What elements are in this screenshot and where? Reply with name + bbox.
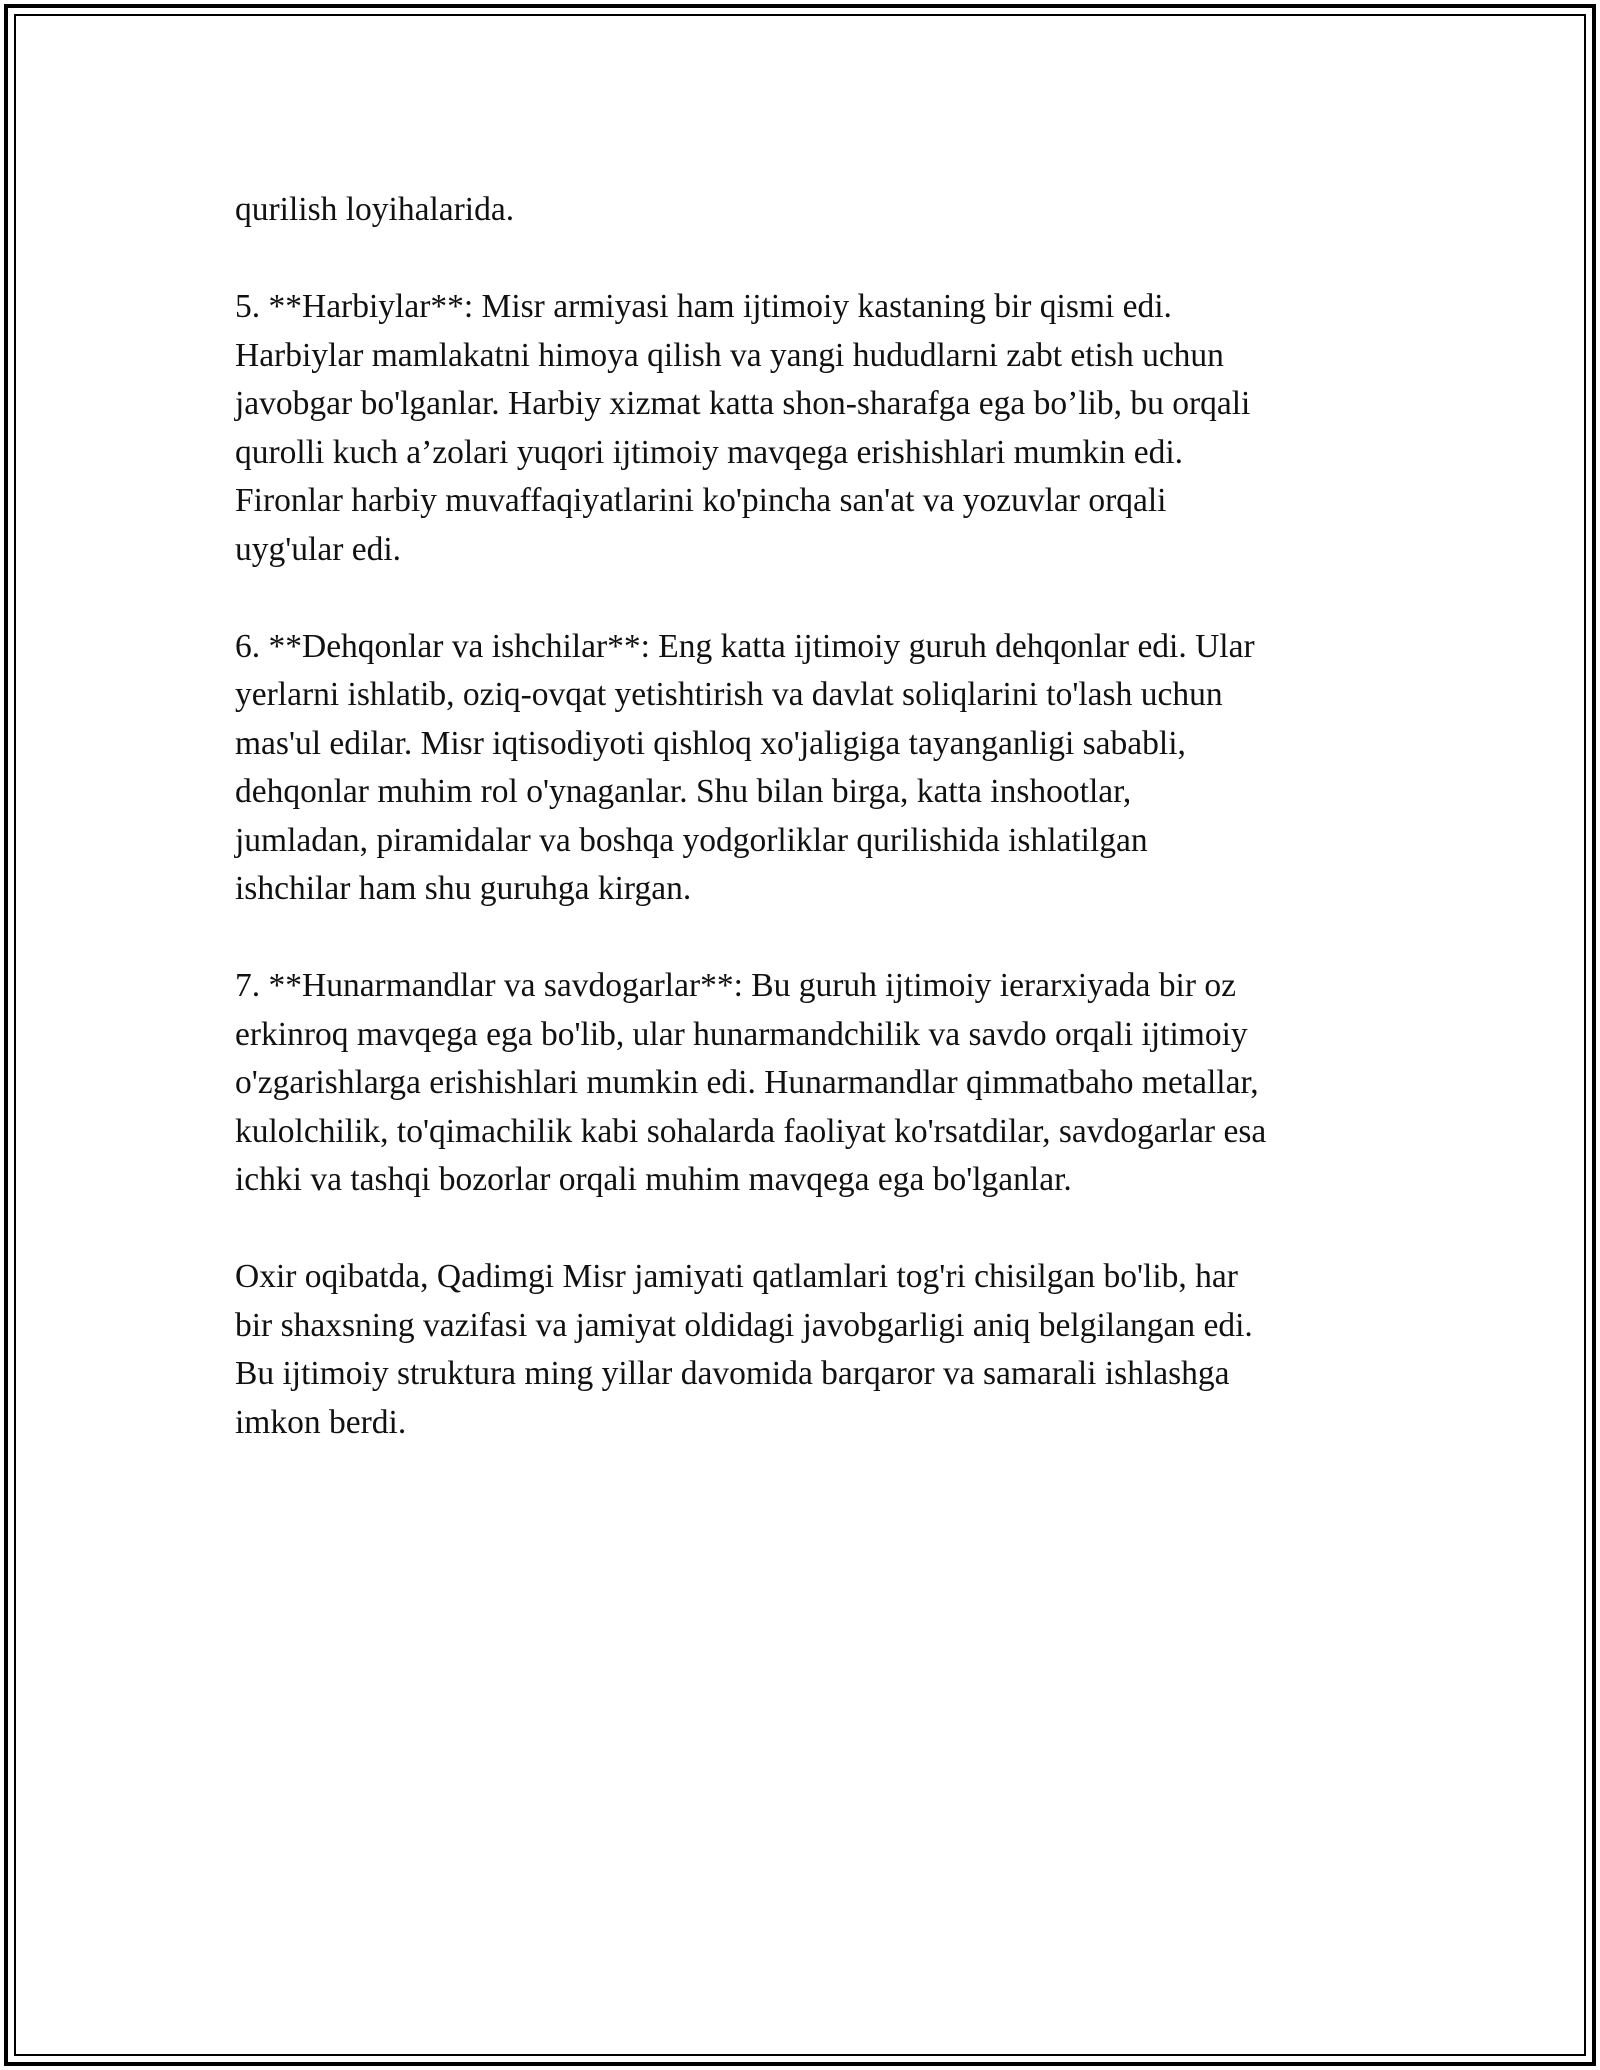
paragraph-conclusion: Oxir oqibatda, Qadimgi Misr jamiyati qatlamlari tog'ri chisilgan bo'lib, har bir shaxsning vazifasi va jamiyat oldidagi javobgarligi aniq belgilangan edi. Bu ijtimoiy struktura ming yillar davomida barqaror va samarali ishlashga imkon berdi.	[235, 1258, 1253, 1441]
paragraph-harbiylar: 5. **Harbiylar**: Misr armiyasi ham ijtimoiy kastaning bir qismi edi. Harbiylar mamlakatni himoya qilish va yangi hududlarni zabt etish uchun javobgar bo'lganlar. Harbiy xizmat katta shon-sharafga ega bo’lib, bu orqali qurolli kuch a’zolari yuqori ijtimoiy mavqega erishishlari mumkin edi. Fironlar harbiy muvaffaqiyatlarini ko'pincha san'at va yozuvlar orqali uyg'ular edi.	[235, 288, 1251, 568]
paragraph-continuation: qurilish loyihalarida.	[235, 191, 515, 228]
document-body	[235, 186, 1385, 1496]
paragraph-dehqonlar: 6. **Dehqonlar va ishchilar**: Eng katta ijtimoiy guruh dehqonlar edi. Ular yerlarni ishlatib, oziq-ovqat yetishtirish va davlat soliqlarini to'lash uchun mas'ul edilar. Misr iqtisodiyoti qishloq xo'jaligiga tayanganligi sababli, dehqonlar muhim rol o'ynaganlar. Shu bilan birga, katta inshootlar, jumladan, piramidalar va boshqa yodgorliklar qurilishida ishlatilgan ishchilar ham shu guruhga kirgan.	[235, 627, 1255, 907]
paragraph-hunarmandlar: 7. **Hunarmandlar va savdogarlar**: Bu guruh ijtimoiy ierarxiyada bir oz erkinroq mavqega ega bo'lib, ular hunarmandchilik va savdo orqali ijtimoiy o'zgarishlarga erishishlari mumkin edi. Hunarmandlar qimmatbaho metallar, kulolchilik, to'qimachilik kabi sohalarda faoliyat ko'rsatdilar, savdogarlar esa ichki va tashqi bozorlar orqali muhim mavqega ega bo'lganlar.	[235, 967, 1267, 1198]
